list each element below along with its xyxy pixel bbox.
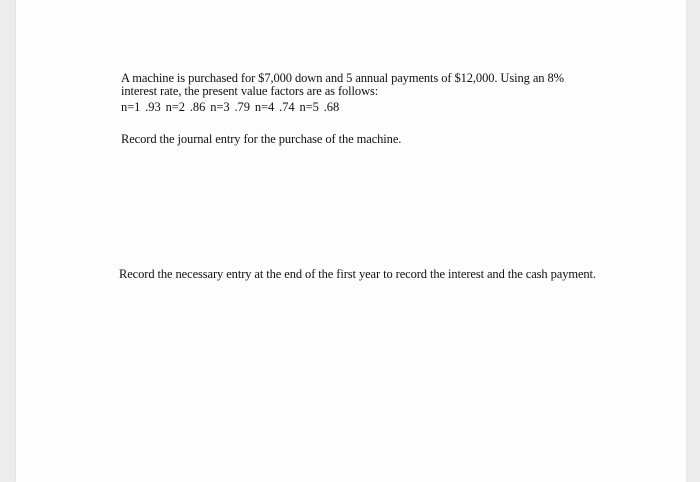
problem-statement-line-1: A machine is purchased for $7,000 down and 5 annual payments of $12,000. Using an 8% xyxy=(121,71,564,85)
question-purchase-entry: Record the journal entry for the purchase of the machine. xyxy=(121,132,402,146)
document-page xyxy=(16,0,686,482)
present-value-factors: n=1 .93 n=2 .86 n=3 .79 n=4 .74 n=5 .68 xyxy=(121,100,340,114)
question-first-year-entry: Record the necessary entry at the end of the first year to record the interest and the cash payment. xyxy=(119,267,596,281)
problem-statement-line-2: interest rate, the present value factors are as follows: xyxy=(121,84,379,98)
